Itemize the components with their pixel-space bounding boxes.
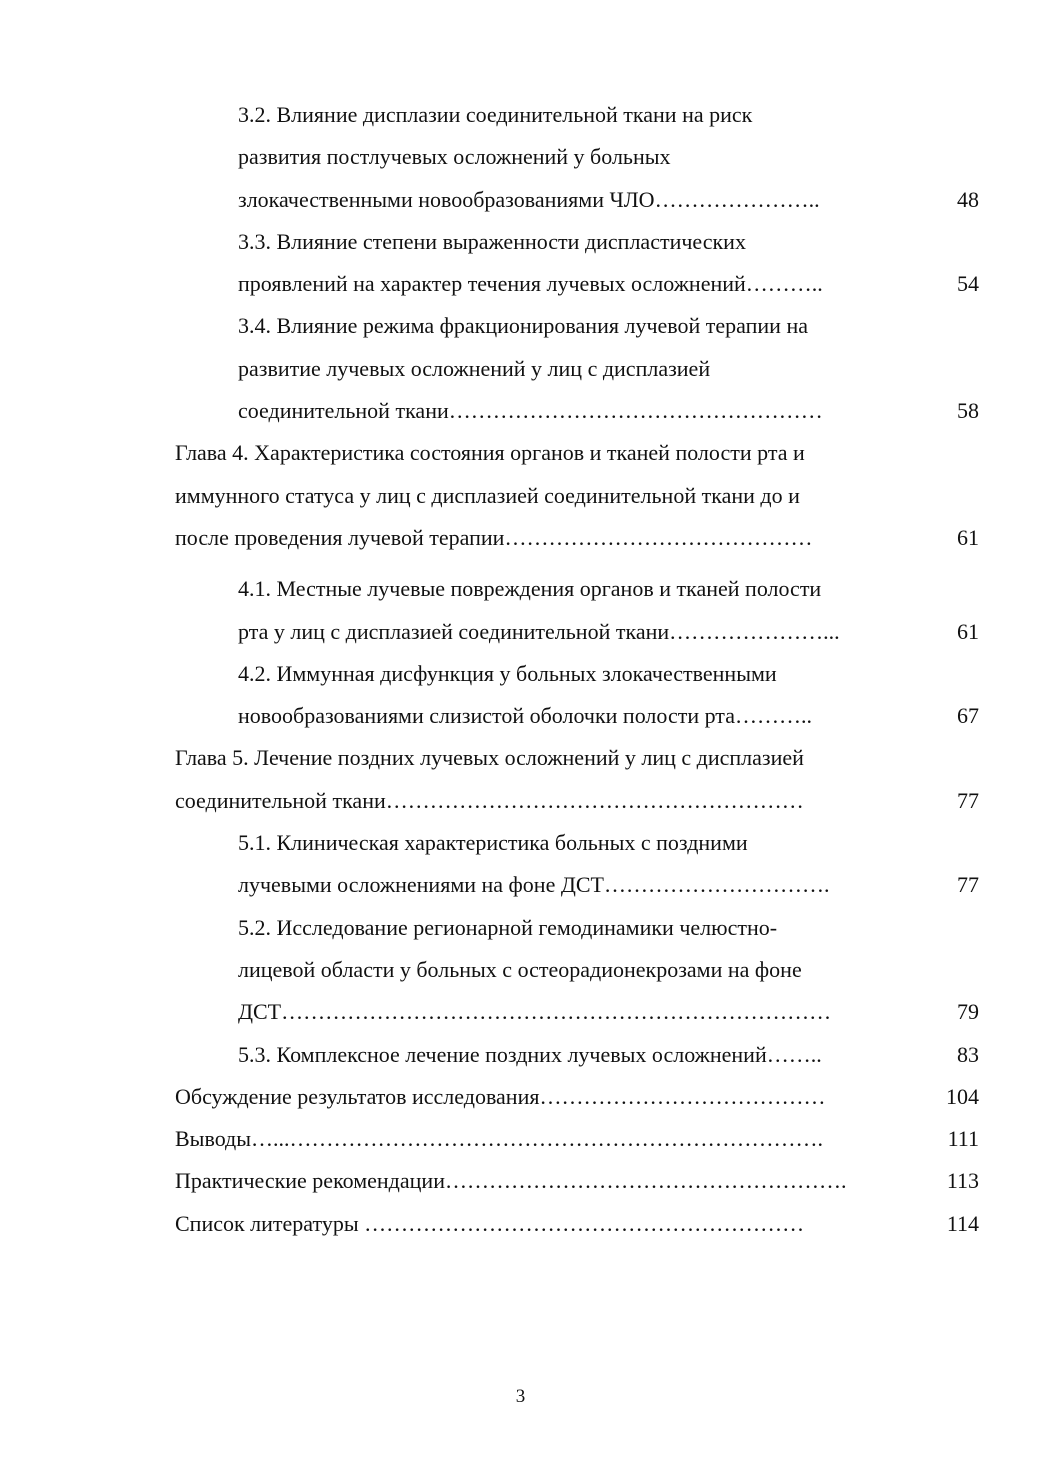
toc-page-number: 67 <box>957 703 979 729</box>
toc-entry-text-line: развития постлучевых осложнений у больных <box>238 144 671 170</box>
toc-page-number: 114 <box>946 1210 979 1236</box>
toc-section-entry <box>0 568 1041 653</box>
toc-entry-text-line: Обсуждение результатов исследования………………………………… <box>175 1083 826 1109</box>
toc-chapter-entry <box>0 1118 1041 1160</box>
toc-section-entry <box>0 221 1041 306</box>
toc-entry-text-line: Выводы…...………………………………………………………………. <box>175 1126 824 1152</box>
toc-entry-text-line: новообразованиями слизистой оболочки полости рта……….. <box>238 703 812 729</box>
toc-spacer <box>0 559 1041 568</box>
toc-entry-text-line: проявлений на характер течения лучевых осложнений……….. <box>238 271 823 297</box>
toc-entry-text-line: соединительной ткани…………………………………………… <box>238 398 823 424</box>
toc-section-entry <box>0 305 1041 432</box>
toc-page-number: 54 <box>957 271 979 297</box>
toc-section-entry <box>0 653 1041 738</box>
toc-entry-text-line: 5.3. Комплексное лечение поздних лучевых осложнений…….. <box>238 1041 822 1067</box>
toc-page-number: 79 <box>957 999 979 1025</box>
toc-page-number: 111 <box>947 1126 979 1152</box>
toc-section-entry <box>0 1034 1041 1076</box>
toc-section-entry <box>0 907 1041 1034</box>
toc-entry-text-line: 4.1. Местные лучевые повреждения органов и тканей полости <box>238 576 822 602</box>
toc-chapter-entry <box>0 432 1041 559</box>
toc-chapter-entry <box>0 1076 1041 1118</box>
toc-page-number: 58 <box>957 398 979 424</box>
toc-page-number: 48 <box>957 186 979 212</box>
toc-entry-text-line: Глава 5. Лечение поздних лучевых осложнений у лиц с дисплазией <box>175 745 804 771</box>
toc-entry-text-line: 3.4. Влияние режима фракционирования лучевой терапии на <box>238 313 808 339</box>
toc-entry-text-line: Практические рекомендации………………………………………………. <box>175 1168 847 1194</box>
toc-entry-text-line: иммунного статуса у лиц с дисплазией соединительной ткани до и <box>175 482 800 508</box>
toc-entry-text-line: развитие лучевых осложнений у лиц с дисплазией <box>238 355 711 381</box>
toc-page-number: 104 <box>946 1083 979 1109</box>
toc-entry-text-line: 3.2. Влияние дисплазии соединительной ткани на риск <box>238 102 753 127</box>
toc-entry-text-line: Список литературы …………………………………………………… <box>175 1210 805 1236</box>
page-number: 3 <box>515 1386 526 1407</box>
toc-entry-text-line: Глава 4. Характеристика состояния органов и тканей полости рта и <box>175 440 805 466</box>
toc-entry-text-line: ДСТ………………………………………………………………… <box>238 999 832 1025</box>
toc-entry-text-line: рта у лиц с дисплазией соединительной ткани…………………... <box>238 618 840 644</box>
toc-section-entry <box>0 822 1041 907</box>
toc-page-number: 77 <box>957 872 979 898</box>
toc-entry-text-line: 5.2. Исследование регионарной гемодинамики челюстно- <box>238 914 778 940</box>
toc-entry-text-line: 4.2. Иммунная дисфункция у больных злокачественными <box>238 660 777 686</box>
toc-entry-text-line: соединительной ткани………………………………………………… <box>175 787 804 813</box>
toc-chapter-entry <box>0 1203 1041 1245</box>
toc-entry-text-line: злокачественными новообразованиями ЧЛО………………….. <box>238 186 820 212</box>
toc-chapter-entry <box>0 1160 1041 1202</box>
toc-entry-text-line: после проведения лучевой терапии…………………………………… <box>175 524 813 550</box>
toc-page-number: 61 <box>957 618 979 644</box>
toc-page-number: 61 <box>957 524 979 550</box>
toc-entry-text-line: 5.1. Клиническая характеристика больных с поздними <box>238 830 748 856</box>
toc-entry-text-line: лучевыми осложнениями на фоне ДСТ…………………………. <box>238 872 830 898</box>
toc-page-number: 113 <box>946 1168 979 1194</box>
toc-page-number: 77 <box>957 787 979 813</box>
toc-section-entry <box>0 94 1041 221</box>
toc-entry-text-line: лицевой области у больных с остеорадионекрозами на фоне <box>238 956 802 982</box>
table-of-contents <box>0 94 1041 1245</box>
toc-entry-text-line: 3.3. Влияние степени выраженности диспластических <box>238 228 746 254</box>
toc-chapter-entry <box>0 737 1041 822</box>
toc-page-number: 83 <box>957 1041 979 1067</box>
